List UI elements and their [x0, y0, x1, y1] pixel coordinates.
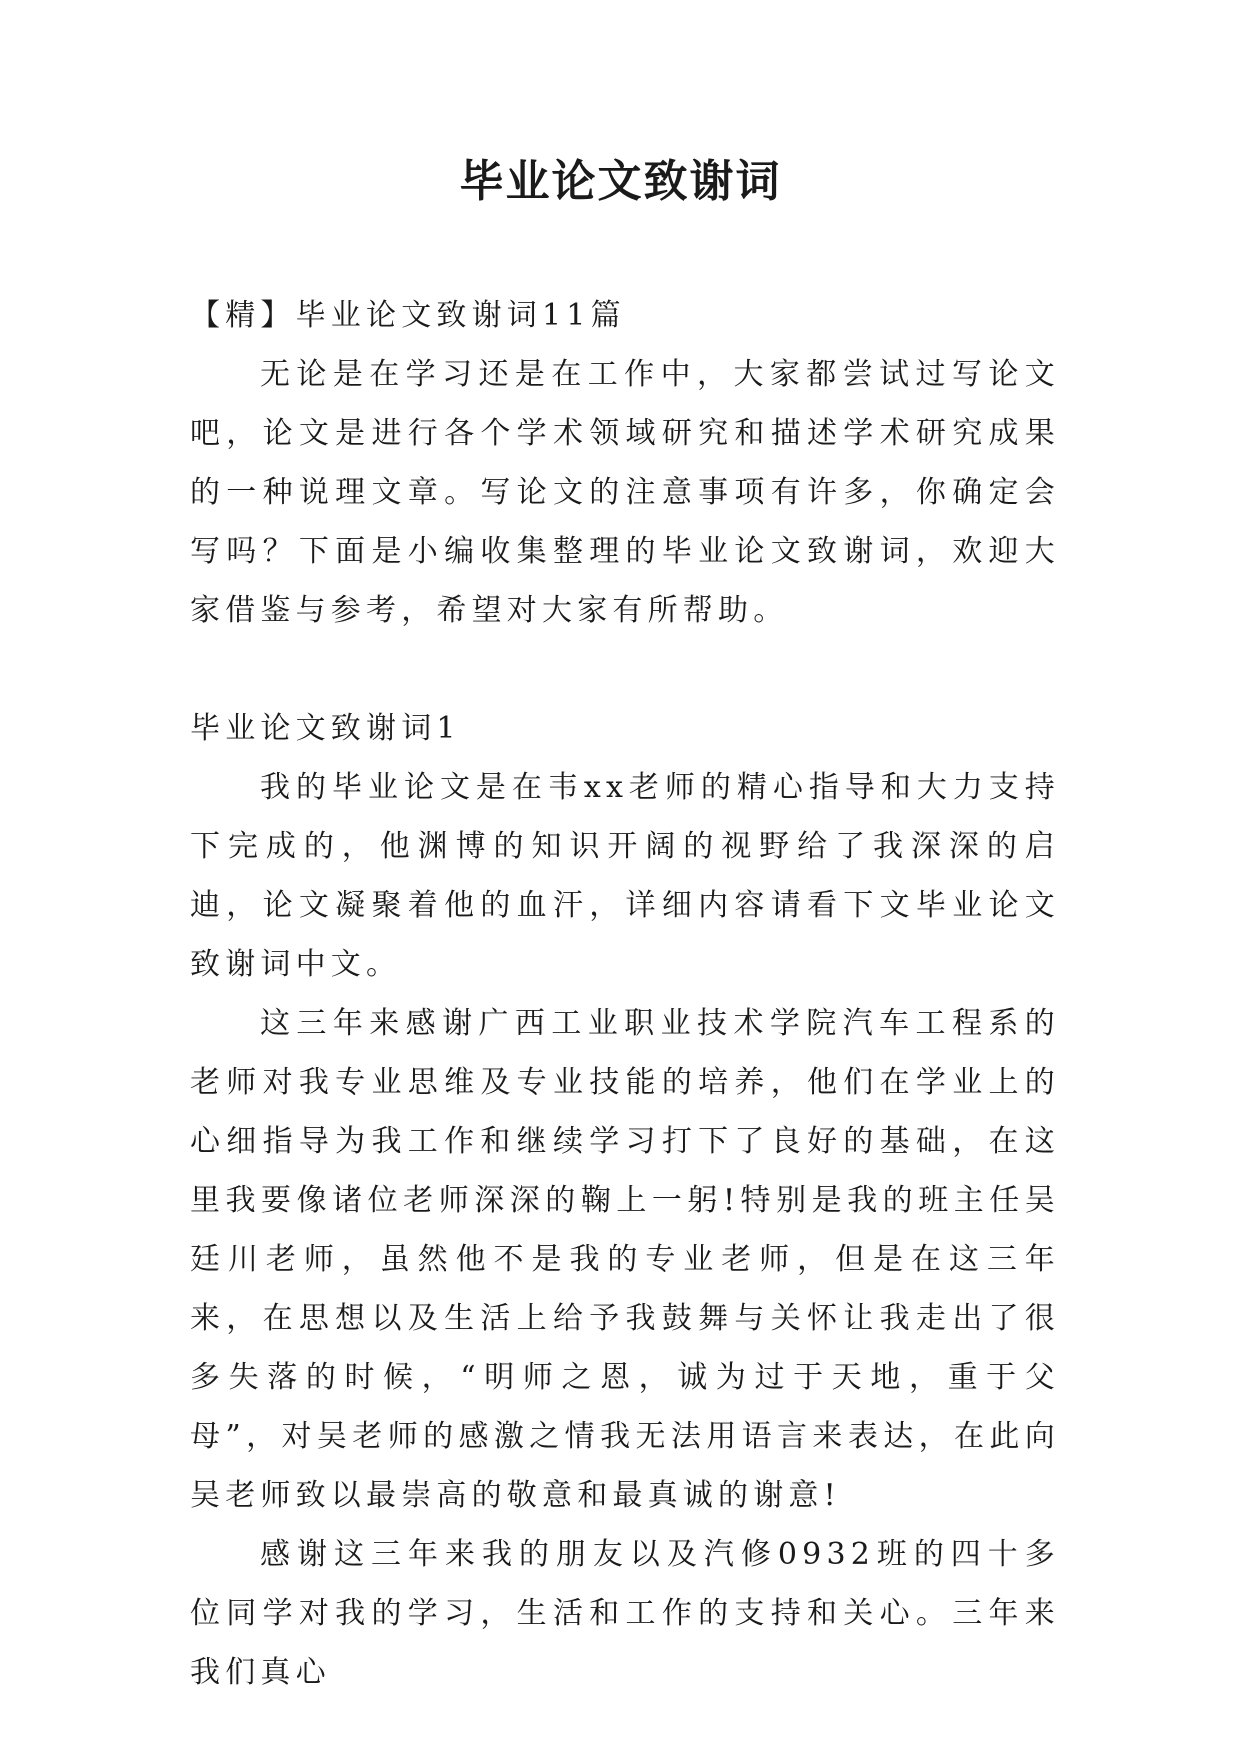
document-subtitle: 【精】毕业论文致谢词11篇 [190, 298, 626, 333]
body-paragraph-3: 感谢这三年来我的朋友以及汽修0932班的四十多位同学对我的学习，生活和工作的支持和关心。三年来我们真心 [190, 1537, 1060, 1690]
section-heading: 毕业论文致谢词1 [190, 711, 461, 746]
document-title: 毕业论文致谢词 [459, 156, 782, 207]
intro-paragraph: 无论是在学习还是在工作中，大家都尝试过写论文吧，论文是进行各个学术领域研究和描述学术研究成果的一种说理文章。写论文的注意事项有许多，你确定会写吗？下面是小编收集整理的毕业论文致谢词，欢迎大家借鉴与参考，希望对大家有所帮助。 [190, 357, 1060, 628]
paragraph-spacer [190, 640, 1060, 699]
body-paragraph-1: 我的毕业论文是在韦xx老师的精心指导和大力支持下完成的，他渊博的知识开阔的视野给了我深深的启迪，论文凝聚着他的血汗，详细内容请看下文毕业论文致谢词中文。 [190, 770, 1060, 982]
document-body [190, 286, 1060, 1702]
body-paragraph-2: 这三年来感谢广西工业职业技术学院汽车工程系的老师对我专业思维及专业技能的培养，他们在学业上的心细指导为我工作和继续学习打下了良好的基础，在这里我要像诸位老师深深的鞠上一躬!特别是我的班主任吴廷川老师，虽然他不是我的专业老师，但是在这三年来，在思想以及生活上给予我鼓舞与关怀让我走出了很多失落的时候，“明师之恩，诚为过于天地，重于父母”，对吴老师的感激之情我无法用语言来表达，在此向吴老师致以最崇高的敬意和最真诚的谢意! [190, 1006, 1060, 1513]
